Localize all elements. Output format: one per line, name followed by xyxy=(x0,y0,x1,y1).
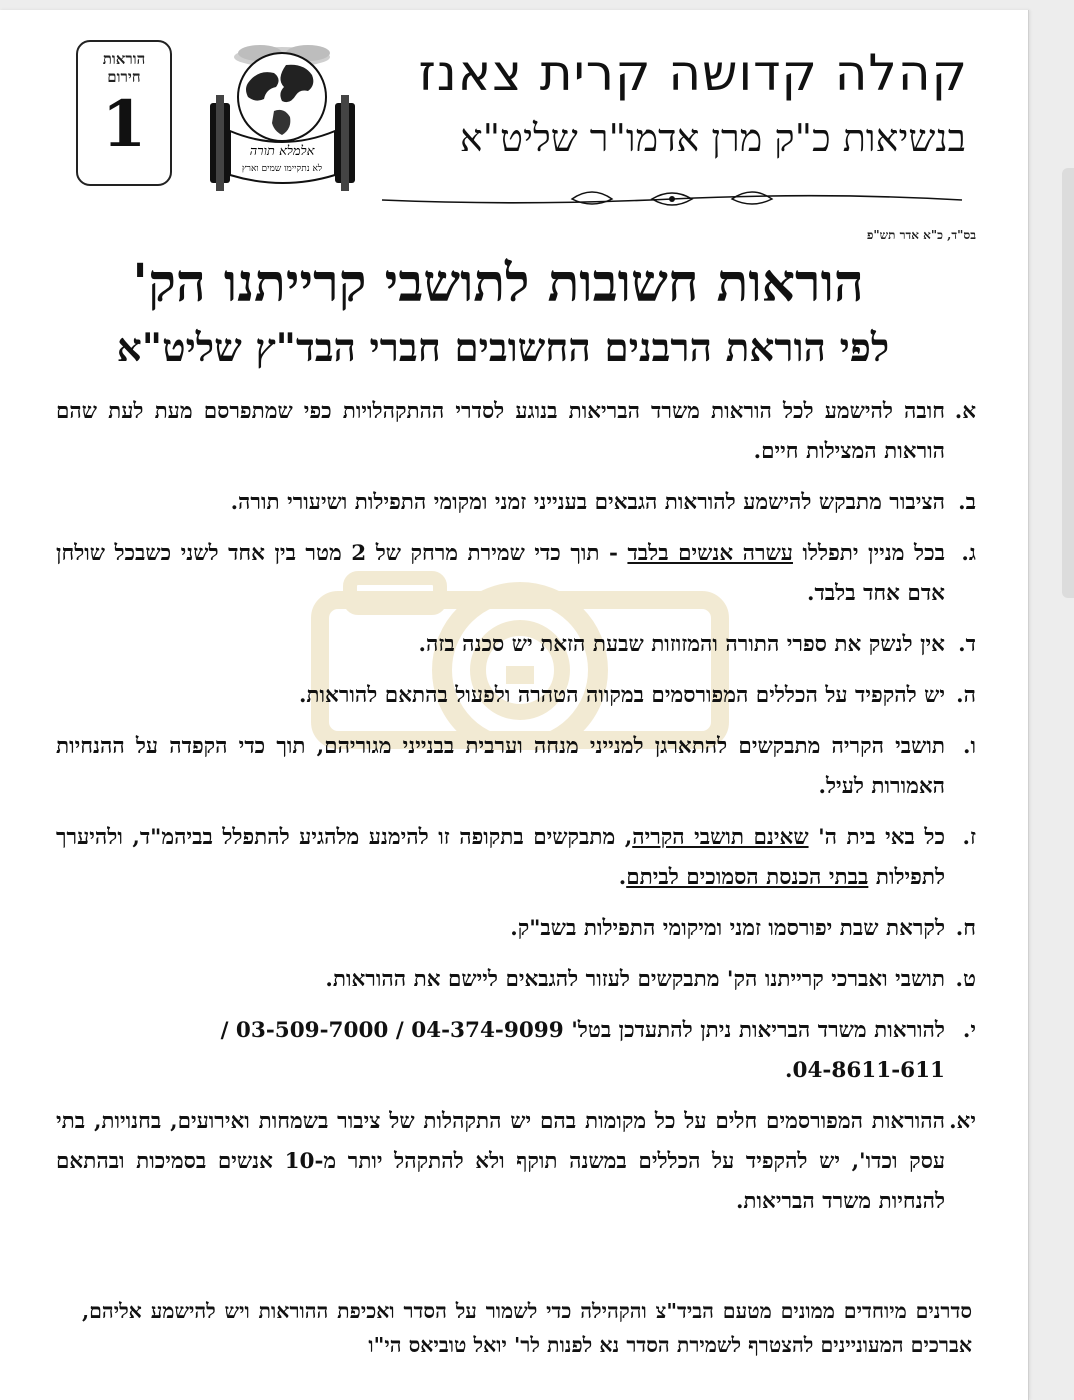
item-text-part: להוראות משרד הבריאות ניתן להתעדכן בטל' xyxy=(571,1018,945,1043)
underlined-text: עשרה אנשים בלבד xyxy=(627,541,793,566)
item-text: חובה להישמע לכל הוראות משרד הבריאות בנוגע לסדרי ההתקהלויות כפי שמתפרסם מעת לעת שהם הוראות המצילות חיים. xyxy=(56,399,945,464)
item-marker: ג. xyxy=(961,541,976,566)
item-marker: ד. xyxy=(958,632,976,657)
item-text: אין לנשק את ספרי התורה והמזוזות שבעת הזאת יש סכנה בזה. xyxy=(418,632,945,657)
item-text-part: . xyxy=(618,865,627,890)
item-marker: ו. xyxy=(963,734,976,759)
page-subtitle: לפי הוראת הרבנים החשובים חברי הבד"ץ שליט"א xyxy=(116,325,890,371)
torah-globe-logo xyxy=(190,35,375,195)
logo-text-1: אלמלא תורה xyxy=(249,144,315,159)
list-item xyxy=(56,909,976,949)
list-item xyxy=(56,534,976,614)
item-text-part: בכל מניין יתפללו xyxy=(802,541,945,566)
item-text: יש להקפיד על הכללים המפורסמים במקווה הטהרה ולפעול בהתאם להוראות. xyxy=(298,683,945,708)
item-marker: ט. xyxy=(955,967,976,992)
item-text: הציבור מתבקש להישמע להוראות הגבאים בענייני זמני ומקומי התפילות ושיעורי תורה. xyxy=(230,490,945,515)
item-marker: י. xyxy=(962,1018,976,1043)
list-item xyxy=(56,960,976,1000)
item-marker: יא. xyxy=(949,1109,976,1134)
item-text-part: , מתבקשים בתקופה זו להימנע מלהגיע להתפלל בביהמ"ד, ולהיערך לתפילות xyxy=(56,825,945,890)
item-text xyxy=(56,534,945,614)
badge-label-1: הוראות xyxy=(102,50,146,68)
item-text-part: - תוך כדי שמירת מרחק של 2 מטר בין אחד לשני כשבכל שולחן אדם אחד בלבד. xyxy=(56,541,945,606)
item-marker: ב. xyxy=(958,490,976,515)
list-item xyxy=(56,727,976,807)
item-marker: א. xyxy=(954,399,976,424)
phone-number-last: 04-8611-611 xyxy=(792,1058,945,1083)
document-page xyxy=(0,10,1029,1400)
list-item xyxy=(56,1011,976,1091)
item-marker: ז. xyxy=(962,825,976,850)
emergency-badge xyxy=(76,40,172,186)
item-text: תושבי הקריה מתבקשים להתארגן למנייני מנחה וערבית בבנייני מגוריהם, תוך כדי הקפדה על ההנחיות האמורות לעיל. xyxy=(56,734,945,799)
organization-name: קהלה קדושה קרית צאנז xyxy=(418,44,968,102)
organization-leadership: בנשיאות כ"ק מרן אדמו"ר שליט"א xyxy=(459,116,966,160)
document-date: בס"ד, כ"א אדר תש"פ xyxy=(866,228,976,242)
item-text: ההוראות המפורסמים חלים על כל מקומות בהם יש התקהלות של ציבור בשמחות ואירועים, בחנויות, בתי עסק וכדו', יש להקפיד על הכללים במשנה תוקף ולא להתקהל יותר מ-10 אנשים בסמיכות ובהתאם להנחיות משרד הבריאות. xyxy=(56,1109,945,1214)
ornament-divider xyxy=(372,186,972,212)
list-item xyxy=(56,392,976,472)
list-item xyxy=(56,818,976,898)
instructions-list xyxy=(56,392,976,1233)
scrollbar-thumb[interactable] xyxy=(1062,168,1074,598)
list-item xyxy=(56,483,976,523)
list-item xyxy=(56,1102,976,1222)
underlined-text: שאינם תושבי הקריה xyxy=(632,825,809,850)
list-item xyxy=(56,676,976,716)
item-text-part: כל באי בית ה' xyxy=(818,825,945,850)
item-text xyxy=(56,818,945,898)
page-title: הוראות חשובות לתושבי קרייתנו הק' xyxy=(132,253,864,314)
item-text: להוראות משרד הבריאות ניתן להתעדכן בטל' 03-509-7000 / 04-374-9099 / 04-8611-611. xyxy=(220,1018,945,1083)
underlined-text: בבתי הכנסת הסמוכים לביתם xyxy=(626,865,869,890)
item-marker: ח. xyxy=(955,916,976,941)
logo-text-2: לא נתקיימו שמים וארץ xyxy=(241,164,323,174)
footer-note: סדרנים מיוחדים ממונים מטעם הביד"צ והקהילה כדי לשמור על הסדר ואכיפת ההוראות ויש להישמע אליהם, אברכים המעוניינים להצטרף לשמירת הסדר נא לפנות לר' יואל טוביאס הי"ו xyxy=(82,1299,972,1357)
item-text: תושבי ואברכי קרייתנו הק' מתבקשים לעזור להגבאים ליישם את ההוראות. xyxy=(325,967,945,992)
badge-number: 1 xyxy=(101,87,147,162)
item-text: לקראת שבת יפורסמו זמני ומיקומי התפילות בשב"ק. xyxy=(510,916,945,941)
item-marker: ה. xyxy=(956,683,976,708)
badge-label-2: חירום xyxy=(107,68,141,86)
item-text-part: . xyxy=(785,1058,793,1083)
list-item xyxy=(56,625,976,665)
phone-numbers: 03-509-7000 / 04-374-9099 xyxy=(235,1018,564,1043)
